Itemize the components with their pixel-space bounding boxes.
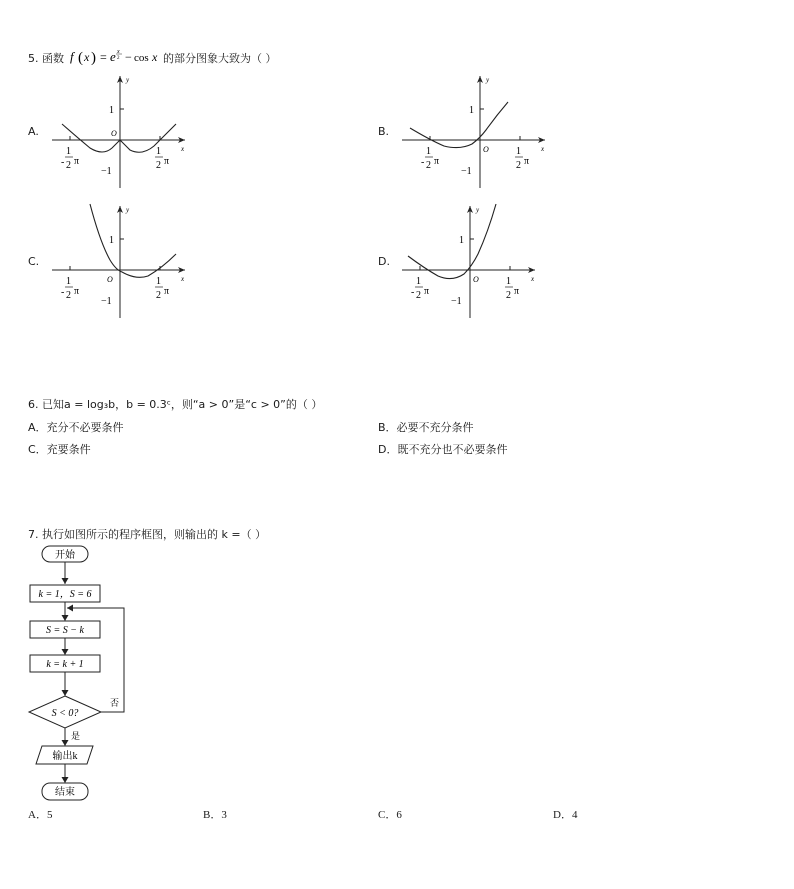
svg-text:S = S − k: S = S − k: [46, 625, 84, 636]
q5-stem: [28, 48, 277, 66]
svg-text:2: 2: [426, 160, 431, 171]
svg-text:π: π: [74, 286, 80, 297]
curve-c: [90, 204, 176, 277]
q6-option-c[interactable]: C．充要条件: [28, 443, 91, 456]
curve-b: [410, 102, 508, 148]
q5-graph-c[interactable]: [50, 202, 200, 322]
q6-option-b[interactable]: B．必要不充分条件: [378, 421, 474, 434]
svg-text:k = 1，S = 6: k = 1，S = 6: [38, 589, 92, 600]
svg-text:x: x: [83, 50, 89, 64]
y-label: y: [126, 76, 130, 84]
svg-text:(: (: [77, 50, 83, 66]
svg-text:2: 2: [66, 290, 71, 301]
svg-text:-: -: [61, 157, 65, 168]
svg-text:π: π: [434, 156, 440, 167]
svg-text:2: 2: [156, 290, 161, 301]
svg-text:否: 否: [110, 698, 120, 708]
q6-stem: 6. 已知a = log₃b，b = 0.3ᶜ，则“a > 0”是“c > 0”的（ ）: [28, 398, 323, 411]
svg-text:2: 2: [66, 160, 71, 171]
svg-text:2: 2: [516, 160, 521, 171]
svg-text:cos: cos: [133, 52, 149, 64]
svg-text:是: 是: [71, 731, 81, 741]
svg-text:−1: −1: [461, 166, 472, 177]
svg-text:1: 1: [156, 276, 161, 287]
q5-graph-d[interactable]: [400, 202, 550, 322]
svg-text:1: 1: [506, 276, 511, 287]
svg-text:π: π: [424, 286, 430, 297]
svg-text:π: π: [164, 156, 170, 167]
q5-option-d-letter[interactable]: D.: [378, 255, 390, 268]
q6-option-a[interactable]: A．充分不必要条件: [28, 421, 124, 434]
svg-text:2: 2: [156, 160, 161, 171]
tick-one: 1: [109, 105, 114, 116]
svg-text:−: −: [124, 50, 132, 64]
svg-text:-: -: [421, 157, 425, 168]
svg-text:−1: −1: [451, 296, 462, 307]
svg-text:1: 1: [516, 146, 521, 157]
q5-option-b-letter[interactable]: B.: [378, 125, 390, 138]
q5-option-c-letter[interactable]: C.: [28, 255, 40, 268]
svg-text:开始: 开始: [55, 550, 75, 561]
curve-d: [408, 204, 496, 279]
svg-text:1: 1: [156, 146, 161, 157]
svg-text:-: -: [61, 287, 65, 298]
svg-text:π: π: [514, 286, 520, 297]
svg-text:1: 1: [109, 235, 114, 246]
svg-text:2: 2: [506, 290, 511, 301]
svg-text:x: x: [181, 275, 185, 283]
q5-prefix: 函数: [42, 52, 64, 65]
svg-text:): ): [90, 50, 96, 66]
svg-text:x: x: [541, 145, 545, 153]
svg-text:e: e: [109, 49, 116, 64]
svg-text:输出k: 输出k: [52, 751, 78, 762]
origin-label: O: [111, 129, 117, 138]
q7-flowchart: [25, 540, 135, 805]
svg-text:2: 2: [416, 290, 421, 301]
svg-text:2: 2: [116, 56, 119, 61]
svg-text:-: -: [411, 287, 415, 298]
x-label: x: [181, 145, 185, 153]
svg-text:1: 1: [66, 146, 71, 157]
svg-text:=: =: [99, 50, 107, 64]
tick-minus-one: −1: [101, 166, 112, 177]
svg-text:−1: −1: [101, 296, 112, 307]
q5-formula: [68, 48, 160, 66]
q5-graph-a[interactable]: [50, 72, 200, 192]
svg-text:π: π: [74, 156, 80, 167]
svg-text:1: 1: [416, 276, 421, 287]
svg-text:1: 1: [426, 146, 431, 157]
svg-text:O: O: [107, 275, 113, 284]
svg-text:x: x: [116, 49, 120, 55]
q7-option-b[interactable]: B．3: [203, 809, 227, 821]
svg-text:x: x: [151, 50, 157, 64]
svg-text:结束: 结束: [55, 787, 75, 798]
svg-text:y: y: [476, 206, 480, 214]
q7-option-c[interactable]: C．6: [378, 809, 402, 821]
q7-option-a[interactable]: A．5: [28, 809, 53, 821]
q5-suffix: 的部分图象大致为（ ）: [163, 52, 277, 65]
svg-text:O: O: [473, 275, 479, 284]
svg-text:f: f: [69, 49, 74, 64]
q7-stem: 7. 执行如图所示的程序框图，则输出的 k =（ ）: [28, 528, 267, 541]
svg-text:S < 0?: S < 0?: [51, 708, 79, 719]
svg-text:k = k + 1: k = k + 1: [46, 659, 84, 670]
svg-text:x: x: [531, 275, 535, 283]
svg-text:1: 1: [459, 235, 464, 246]
svg-text:O: O: [483, 145, 489, 154]
q7-option-d[interactable]: D．4: [553, 809, 578, 821]
q5-number: 5.: [28, 52, 39, 65]
svg-text:y: y: [486, 76, 490, 84]
q5-option-a-letter[interactable]: A.: [28, 125, 39, 138]
q5-graph-b[interactable]: [400, 72, 555, 192]
svg-text:1: 1: [469, 105, 474, 116]
svg-text:1: 1: [66, 276, 71, 287]
q6-option-d[interactable]: D．既不充分也不必要条件: [378, 443, 508, 456]
svg-text:π: π: [524, 156, 530, 167]
svg-text:y: y: [126, 206, 130, 214]
svg-text:π: π: [164, 286, 170, 297]
